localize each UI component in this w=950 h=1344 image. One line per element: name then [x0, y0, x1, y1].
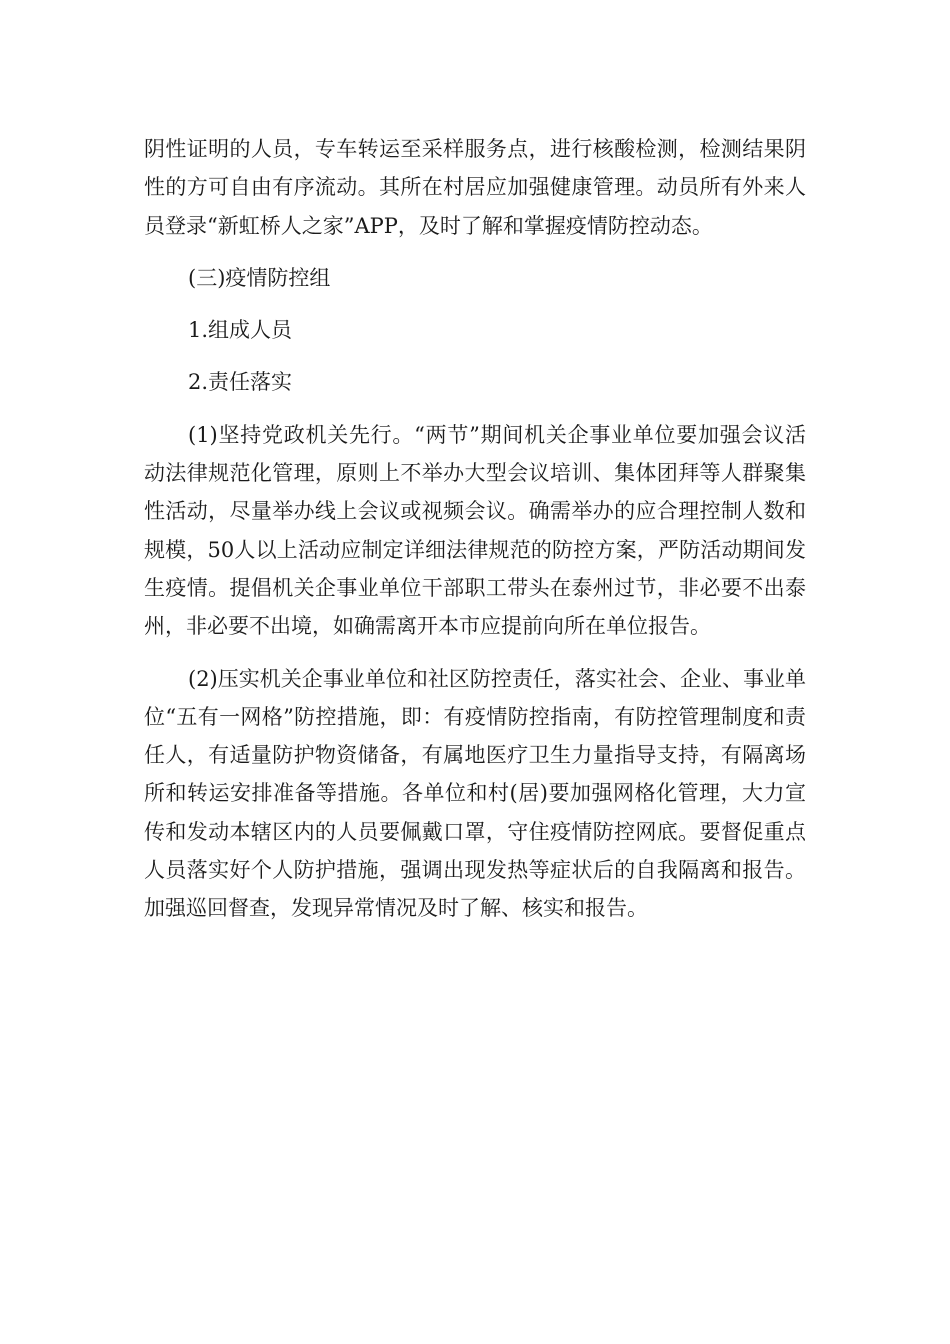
document-body — [144, 130, 806, 928]
section-heading: (三)疫情防控组 — [188, 265, 331, 290]
list-item-responsibility: 2.责任落实 — [188, 370, 293, 395]
paragraph-party-first: (1)坚持党政机关先行。“两节”期间机关企事业单位要加强会议活动法律规范化管理，原则上不举办大型会议培训、集体团拜等人群聚集性活动，尽量举办线上会议或视频会议。确需举办的应合理控制人数和规模，50人以上活动应制定详细法律规范的防控方案，严防活动期间发生疫情。提倡机关企事业单位干部职工带头在泰州过节，非必要不出泰州，非必要不出境，如确需离开本市应提前向所在单位报告。 — [144, 422, 806, 639]
paragraph-continuation: 阴性证明的人员，专车转运至采样服务点，进行核酸检测，检测结果阴性的方可自由有序流动。其所在村居应加强健康管理。动员所有外来人员登录“新虹桥人之家”APP，及时了解和掌握疫情防控动态。 — [144, 137, 806, 238]
list-item-composition: 1.组成人员 — [188, 318, 293, 343]
paragraph-compact-responsibility: (2)压实机关企事业单位和社区防控责任，落实社会、企业、事业单位“五有一网格”防控措施，即：有疫情防控指南，有防控管理制度和责任人，有适量防护物资储备，有属地医疗卫生力量指导支持，有隔离场所和转运安排准备等措施。各单位和村(居)要加强网格化管理，大力宣传和发动本辖区内的人员要佩戴口罩，守住疫情防控网底。要督促重点人员落实好个人防护措施，强调出现发热等症状后的自我隔离和报告。加强巡回督查，发现异常情况及时了解、核实和报告。 — [144, 666, 806, 921]
